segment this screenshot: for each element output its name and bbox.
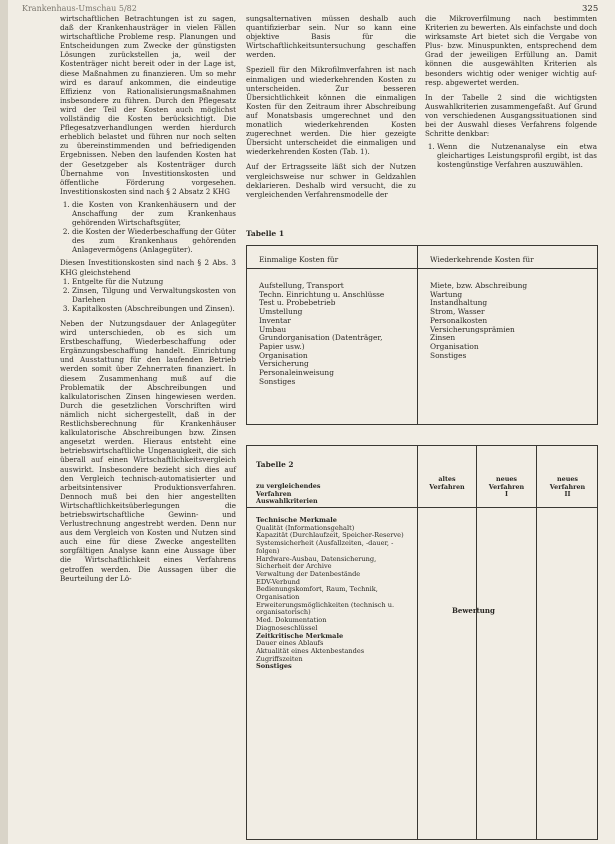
paragraph: Diesen Investitionskosten sind nach § 2 Abs. 3 KHG gleichstehend bbox=[60, 258, 236, 277]
criteria-item: Med. Dokumentation bbox=[256, 616, 327, 625]
criteria-item: Qualität (Informationsgehalt) bbox=[256, 523, 355, 532]
criteria-item: Erweiterungsmöglichkeiten (technisch u. organisatorisch) bbox=[256, 600, 395, 617]
column-header-old-method: altes Verfahren bbox=[429, 475, 465, 491]
table-cell: Instandhaltung bbox=[430, 298, 488, 308]
equivalent-cost-list bbox=[60, 277, 236, 313]
paragraph: Neben der Nutzungsdauer der Anlagegüter wird unterschieden, ob es sich um Erstbeschaffung, Wiederbeschaffung oder Ergänzungsbeschaffung handelt. Einrichtung und Ausstattung für den laufenden Betrieb werden somit über Zehnerraten finanziert. In diesem Zusammenhang muß auf die Problematik der Abschreibungen und kalkulatorischen Zinsen hingewiesen werden. Durch die gesetzlichen Vorschriften wird nämlich nicht sichergestellt, daß in der Restlichsberechnung für Krankenhäuser kalkulatorische Abschreibungen bzw. Zinsen angesetzt werden. Hieraus entsteht eine betriebswirtschaftliche Ungenauigkeit, die sich überall auf einen Wirtschaftlichkeitsvergleich auswirkt. Insbesondere bezieht sich dies auf den Vergleich technisch-automatisierter und arbeitsintensiver Produktionsverfahren. Dennoch muß bei den hier angestellten Wirtschaftlichkeitsüberlegungen die betriebswirtschaftliche Gewinn- und Verlustrechnung angestrebt werden. Denn nur aus dem Vergleich von Kosten und Nutzen sind auch eine für diese Zwecke angestellten sorgfältigen Analyse kann eine Aussage über die Wirtschaftlichkeit eines Verfahrens getroffen werden. Die Aussagen über die Beurteilung der Lö- bbox=[60, 319, 236, 583]
table-cell: Organisation bbox=[259, 350, 308, 360]
criteria-heading: Sonstiges bbox=[256, 662, 292, 671]
recurring-costs-header: Wiederkehrende Kosten für bbox=[430, 255, 534, 264]
rating-label: Bewertung bbox=[452, 606, 495, 615]
recurring-costs-list bbox=[430, 282, 527, 360]
criteria-item: Dauer eines Ablaufs bbox=[256, 639, 324, 648]
list-item: 1. Wenn die Nutzenanalyse ein etwa gleichartiges Leistungsprofil ergibt, ist das kostengünstige Verfahren auszuwählen. bbox=[437, 142, 597, 169]
column-header-new-method-1: neues Verfahren I bbox=[488, 475, 525, 499]
running-header: Krankenhaus-Umschau 5/82 bbox=[22, 4, 137, 13]
table-2 bbox=[246, 445, 598, 840]
paragraph: die Mikroverfilmung nach bestimmten Kriterien zu bewerten. Als einfachste und doch wirksamste Art bietet sich die Vergabe von Plus- bzw. Minuspunkten, entsprechend dem Grad der jeweiligen Erfüllung an. Damit können die ausgewählten Kriterien als besonders wichtig oder weniger wichtig auf- resp. abgewertet werden. bbox=[425, 14, 597, 87]
page-number: 325 bbox=[582, 4, 599, 14]
table-cell: Strom, Wasser bbox=[430, 307, 485, 317]
paragraph: Speziell für den Mikrofilmverfahren ist nach einmaligen und wiederkehrenden Kosten zu unterscheiden. Zur besseren Übersichtlichkeit können die einmaligen Kosten für den Zeitraum ihrer Abschreibung auf Monatsbasis umgerechnet und den monatlich wiederkehrenden Kosten zugerechnet werden. Die hier gezeigte Übersicht unterscheidet die einmaligen und wiederkehrenden Kosten (Tab. 1). bbox=[246, 65, 416, 157]
criteria-heading: Technische Merkmale bbox=[256, 516, 337, 524]
table-cell: Sonstiges bbox=[430, 350, 467, 360]
criteria-item: Systemsicherheit (Ausfallzeiten, -dauer, -folgen) bbox=[256, 539, 394, 555]
paragraph: wirtschaftlichen Betrachtungen ist zu sagen, daß der Krankenhausträger in vielen Fällen wirtschaftliche Probleme resp. Planungen und Entscheidungen zum Zwecke der günstigsten Lösungen zurückstellen ja, weil der Kostenträger nicht bereit oder in der Lage ist, diese Maßnahmen zu finanzieren. Um so mehr wird es darauf ankommen, die eindeutige Effizienz von Rationalisierungsmaßnahmen insbesondere zu führen. Durch den Pflegesatz wird der Teil der Kosten auch möglichst vollständig die Kosten berücksichtigt. Die Pflegesatzverhandlungen werden hierdurch erheblich belastet und führen nur noch selten zu übereinstimmenden und befriedigenden Ergebnissen. Neben den laufenden Kosten hat der Gesetzgeber als Kostenträger durch Übernahme von Investitionskosten und öffentliche Förderung vorgesehen. Investitionskosten sind nach § 2 Absatz 2 KHG bbox=[60, 14, 236, 196]
paragraph: sungsalternativen müssen deshalb auch quantifizierbar sein. Nur so kann eine objektive Basis für die Wirtschaftlichkeitsuntersuchung geschaffen werden. bbox=[246, 14, 416, 60]
criteria-item: Diagnoseschlüssel bbox=[256, 623, 318, 632]
column-2 bbox=[246, 14, 416, 199]
column-header-new-method-2: neues Verfahren II bbox=[549, 475, 586, 499]
table-cell: Organisation bbox=[430, 341, 479, 351]
criteria-item: Aktualität eines Aktenbestandes bbox=[256, 646, 365, 655]
table-divider bbox=[536, 446, 537, 839]
table-cell: Inventar bbox=[259, 315, 291, 325]
criteria-item: EDV-Verbund bbox=[256, 577, 301, 586]
table-cell: Personalkosten bbox=[430, 315, 488, 325]
table-cell: Versicherung bbox=[259, 359, 309, 369]
list-item: 2. die Kosten der Wiederbeschaffung der Güter des zum Krankenhaus gehörenden Anlagevermögens (Anlagegüter). bbox=[72, 227, 236, 254]
table-cell: Aufstellung, Transport bbox=[259, 281, 344, 290]
compare-label: zu vergleichendes Verfahren Auswahlkriterien bbox=[256, 482, 321, 506]
table-divider bbox=[417, 246, 418, 424]
table-cell: Test u. Probebetrieb bbox=[259, 298, 336, 308]
table-cell: Zinsen bbox=[430, 333, 456, 343]
table-cell: Versicherungsprämien bbox=[430, 324, 515, 334]
paragraph: Auf der Ertragsseite läßt sich der Nutzen vergleichsweise nur schwer in Geldzahlen deklarieren. Deshalb wird versucht, die zu vergleichenden Verfahrensmodelle der bbox=[246, 162, 416, 199]
table-cell: Umstellung bbox=[259, 307, 303, 317]
list-item: 1. Entgelte für die Nutzung bbox=[72, 277, 236, 286]
investment-cost-list bbox=[60, 200, 236, 255]
list-item: 2. Zinsen, Tilgung und Verwaltungskosten von Darlehen bbox=[72, 286, 236, 304]
table-1-label: Tabelle 1 bbox=[246, 229, 285, 238]
one-time-costs-header: Einmalige Kosten für bbox=[259, 255, 339, 264]
table-divider bbox=[247, 268, 597, 269]
scan-edge bbox=[0, 0, 8, 844]
table-cell: Grundorganisation (Datenträger, bbox=[259, 333, 383, 343]
column-3 bbox=[425, 14, 597, 170]
table-divider bbox=[247, 507, 597, 508]
table-cell: Personaleinweisung bbox=[259, 368, 334, 378]
table-cell: Techn. Einrichtung u. Anschlüsse bbox=[259, 289, 385, 299]
table-cell: Umbau bbox=[259, 324, 287, 334]
steps-list bbox=[425, 142, 597, 169]
table-cell: Wartung bbox=[430, 289, 463, 299]
table-2-title: Tabelle 2 bbox=[256, 460, 294, 469]
table-divider bbox=[476, 446, 477, 839]
criteria-item: Kapazität (Durchlaufzeit, Speicher-Reserve) bbox=[256, 531, 404, 540]
criteria-item: Verwaltung der Datenbestände bbox=[256, 569, 361, 578]
criteria-heading: Zeitkritische Merkmale bbox=[256, 631, 344, 640]
table-1 bbox=[246, 245, 598, 425]
criteria-item: Hardware-Ausbau, Datensicherung, Sicherheit der Archive bbox=[256, 554, 377, 571]
list-item: 1. die Kosten von Krankenhäusern und der Anschaffung der zum Krankenhaus gehörenden Wirtschaftsgüter, bbox=[72, 200, 236, 227]
list-item: 3. Kapitalkosten (Abschreibungen und Zinsen). bbox=[72, 304, 236, 313]
one-time-costs-list bbox=[259, 282, 384, 386]
table-cell: Sonstiges bbox=[259, 376, 296, 386]
table-divider bbox=[417, 446, 418, 839]
criteria-item: Bedienungskomfort, Raum, Technik, Organisation bbox=[256, 585, 378, 602]
table-cell: Papier usw.) bbox=[259, 341, 305, 351]
paragraph: In der Tabelle 2 sind die wichtigsten Auswahlkriterien zusammengefaßt. Auf Grund von verschiedenen Ausgangssituationen sind bei der Auswahl dieses Verfahrens folgende Schritte denkbar: bbox=[425, 92, 597, 139]
criteria-item: Zugriffszeiten bbox=[256, 654, 303, 663]
table-cell: Miete, bzw. Abschreibung bbox=[430, 281, 528, 290]
criteria-list bbox=[256, 517, 406, 671]
column-1 bbox=[60, 14, 236, 583]
